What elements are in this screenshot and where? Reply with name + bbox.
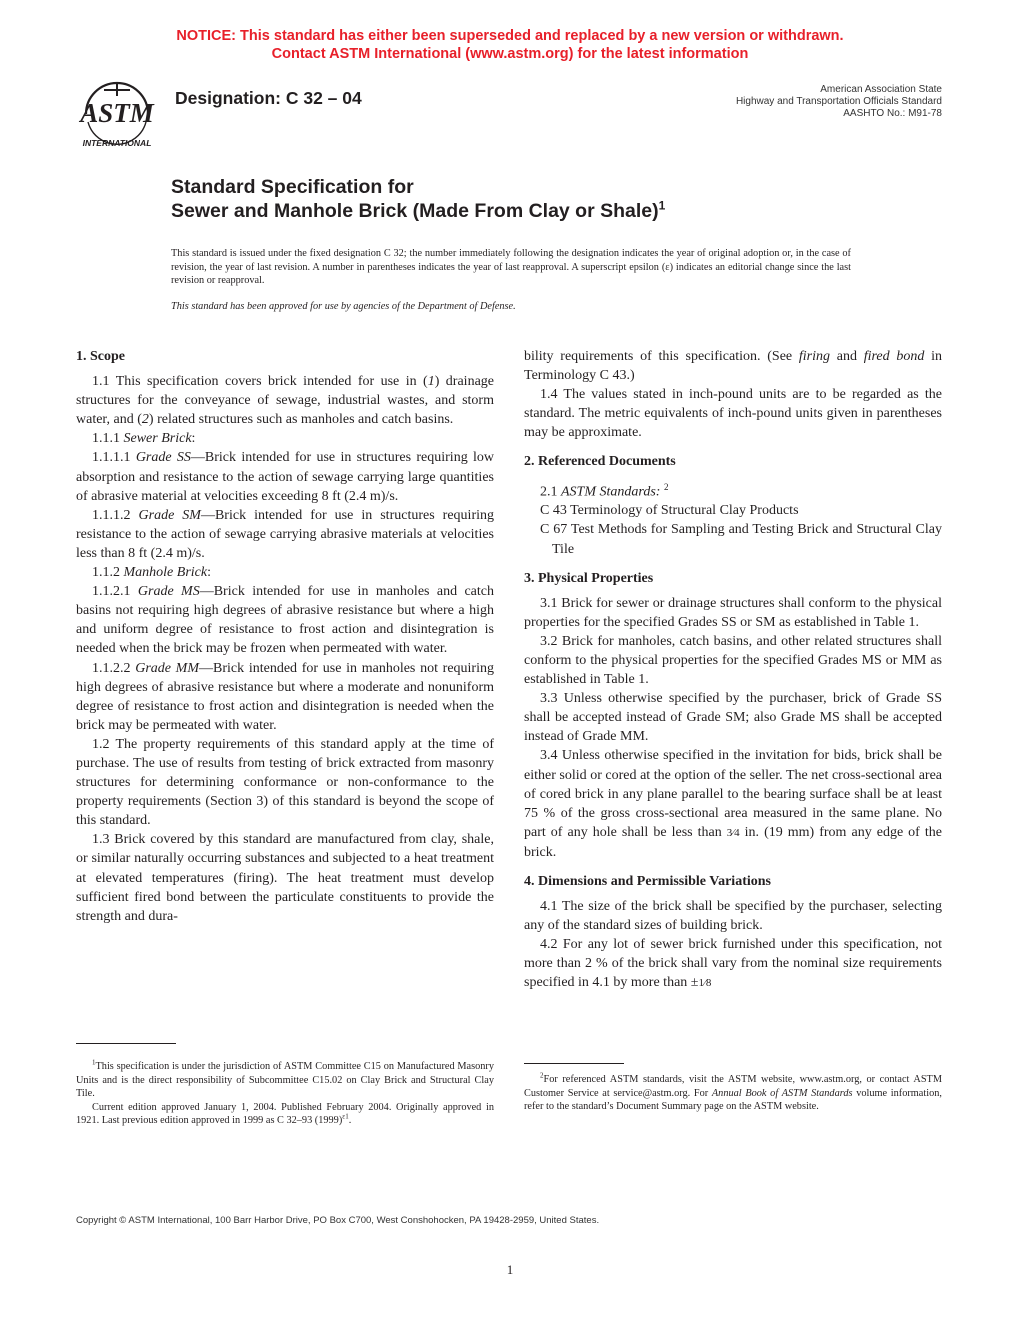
title-line-2: Sewer and Manhole Brick (Made From Clay or Shale)	[171, 200, 659, 222]
aashto-reference	[736, 84, 942, 120]
para-1-3: 1.3 Brick covered by this standard are manufactured from clay, shale, or similar naturally occurring substances and subjected to a heat treatment at elevated temperatures (firing). The heat treatment must develop sufficient fired bond between the particulate constituents to provide the strength and dura-	[76, 832, 494, 924]
para-3-3: 3.3 Unless otherwise specified by the purchaser, brick of Grade SS shall be accepted instead of Grade SM; also Grade MS shall be accepted instead of Grade MM.	[524, 691, 942, 745]
designation: Designation: C 32 – 04	[175, 88, 362, 108]
section-4-heading: 4. Dimensions and Permissible Variations	[524, 874, 771, 889]
para-3-2: 3.2 Brick for manholes, catch basins, and other related structures shall conform to the physical properties for the specified Grades MS or MM as established in Table 1.	[524, 633, 942, 688]
logo-sub-text: INTERNATIONAL	[82, 138, 152, 148]
para-1-1-1: 1.1.1 Sewer Brick:	[92, 431, 196, 447]
right-column	[524, 347, 942, 994]
footnote-1-edition: Current edition approved January 1, 2004. Published February 2004. Originally approved in 1921. Last previous edition approved in 1999 as C 32–93 $(1999)^{\varepsilon 1}$.	[76, 1101, 494, 1127]
footnote-1	[76, 1060, 494, 1128]
para-1-1-2-1: 1.1.2.1 Grade MS—Brick intended for use in manholes and catch basins not requiring high degrees of abrasive resistance but where a high and uniform degree of resistance to frost action and disintegration is needed when the brick may be frozen when permeated with water.	[76, 584, 495, 657]
withdrawal-notice	[0, 27, 1020, 63]
section-2-heading: 2. Referenced Documents	[524, 454, 676, 470]
notice-line-2: Contact ASTM International (www.astm.org) for the latest information	[271, 46, 749, 62]
copyright: Copyright © ASTM International, 100 Barr Harbor Drive, PO Box C700, West Conshohocken, PA 19428-2959, United States.	[76, 1215, 600, 1226]
footnote-rule-right	[524, 1063, 624, 1064]
section-3-heading: 3. Physical Properties	[524, 570, 654, 586]
footnote-2	[524, 1073, 942, 1114]
para-1-4: 1.4 The values stated in inch-pound units are to be regarded as the standard. The metric equivalents of inch-pound units given in parentheses may be approximate.	[524, 387, 942, 441]
left-column	[76, 347, 494, 926]
para-3-1: 3.1 Brick for sewer or drainage structures shall conform to the physical properties for the specified Grades SS or SM as established in Table 1.	[524, 595, 942, 630]
astm-international-logo	[74, 78, 160, 150]
title-line-1: Standard Specification for	[171, 176, 414, 198]
para-4-1: 4.1 The size of the brick shall be specified by the purchaser, selecting any of the standard sizes of building brick.	[524, 899, 942, 934]
aashto-line-3: AASHTO No.: M91-78	[843, 108, 942, 119]
ref-c67: C 67 Test Methods for Sampling and Testing Brick and Structural Clay Tile	[540, 522, 942, 557]
para-1-1-1-2: 1.1.1.2 Grade SM—Brick intended for use in structures requiring resistance to the action of sewage carrying abrasive materials at velocities less than 8 ft (2.4 m)/s.	[76, 507, 494, 561]
para-1-3-continued: bility requirements of this specification. (See firing and fired bond in Terminology C 43.)	[524, 349, 943, 384]
logo-mark-text: ASTM	[80, 98, 154, 128]
para-1-1-2-2: 1.1.2.2 Grade MM—Brick intended for use in manholes not requiring high degrees of abrasive resistance but where a moderate and nonuniform degree of resistance to frost action and disintegration is needed when the brick may be permeated with water.	[76, 660, 494, 733]
footnote-2-text: $^2$For referenced ASTM standards, visit the ASTM website, www.astm.org, or contact ASTM Customer Service at service@astm.org. For Annual Book of ASTM Standards volume information, refer to the standard’s Document Summary page on the ASTM website.	[524, 1071, 942, 1113]
approved-note: This standard has been approved for use by agencies of the Department of Defense.	[171, 301, 516, 312]
para-1-1-1-1: 1.1.1.1 Grade SS—Brick intended for use in structures requiring low absorption and resistance to the action of sewage carrying large quantities of abrasive material at velocities exceeding 8 ft (2.4 m)/s.	[76, 450, 495, 504]
section-1-heading: 1. Scope	[76, 349, 125, 364]
page-number: 1	[506, 1262, 514, 1277]
para-3-4: 3.4 Unless otherwise specified in the invitation for bids, brick shall be either solid or cored at the option of the seller. The net cross-sectional area of cored brick in any plane parallel to the bearing surface shall be at least 75 % of the gross cross-sectional area measured in the same plane. No part of any hole shall be less than 3⁄4 in. (19 mm) from any edge of the brick.	[524, 748, 942, 860]
para-1-1: 1.1 This specification covers brick intended for use in (1) drainage structures for the conveyance of sewage, industrial wastes, and storm water, and (2) related structures such as manholes and catch basins.	[76, 374, 495, 428]
para-1-2: 1.2 The property requirements of this standard apply at the time of purchase. The use of results from testing of brick extracted from masonry structures for determining conformance or non-conformance to the property requirements (Section 3) of this standard is beyond the scope of this standard.	[76, 736, 494, 829]
para-2-1: 2.1 ASTM Standards: $^2$	[540, 481, 669, 500]
issued-note: This standard is issued under the fixed designation C 32; the number immediately following the designation indicates the year of original adoption or, in the case of revision, the year of last revision. A number in parentheses indicates the year of last reapproval. A superscript epsilon (ε) indicates an editorial change since the last revision or reapproval.	[171, 248, 851, 286]
document-title	[171, 175, 665, 223]
aashto-line-2: Highway and Transportation Officials Standard	[735, 96, 942, 107]
title-footnote-mark: 1	[658, 198, 666, 213]
footnote-1-text: $^1$This specification is under the jurisdiction of ASTM Committee C15 on Manufactured Masonry Units and is the direct responsibility of Subcommittee C15.02 on Clay Brick and Structural Clay Tile.	[76, 1058, 494, 1100]
footnote-rule-left	[76, 1043, 176, 1044]
para-4-2: 4.2 For any lot of sewer brick furnished under this specification, not more than 2 % of the brick shall vary from the nominal size requirements specified in 4.1 by more than ±1⁄8	[524, 937, 942, 991]
ref-c43: C 43 Terminology of Structural Clay Products	[540, 503, 799, 519]
para-1-1-2: 1.1.2 Manhole Brick:	[92, 565, 211, 581]
aashto-line-1: American Association State	[820, 84, 942, 95]
notice-line-1: NOTICE: This standard has either been superseded and replaced by a new version or withdrawn.	[176, 28, 844, 44]
